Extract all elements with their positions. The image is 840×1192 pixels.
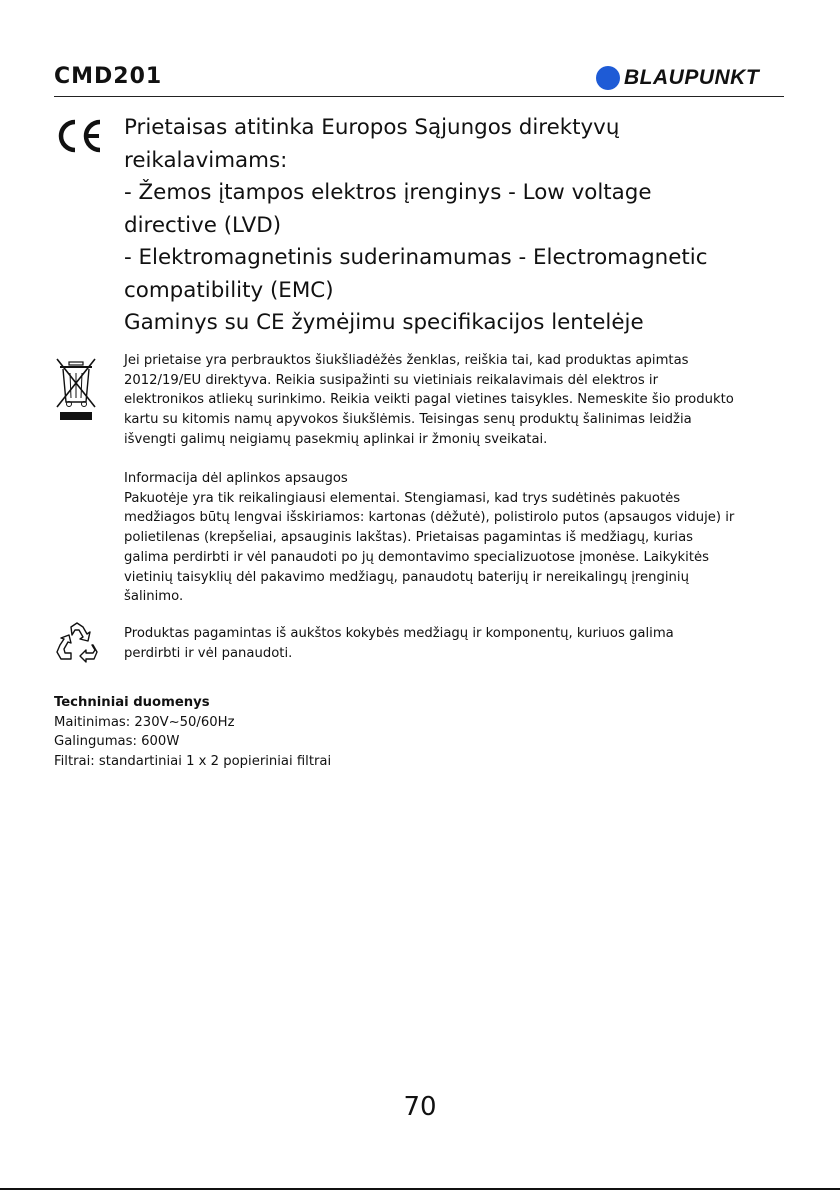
environment-line: polietilenas (krepšeliai, apsauginis lakštas). Prietaisas pagamintas iš medžiagų, kurias (124, 530, 694, 546)
technical-title: Techniniai duomenys (54, 695, 210, 710)
environment-line: galima perdirbti ir vėl panaudoti po jų demontavimo specializuotose įmonėse. Laikykitės (124, 549, 710, 565)
recycle-notice (124, 624, 784, 663)
brand-logo (596, 66, 759, 90)
recycle-line: Produktas pagamintas iš aukštos kokybės medžiagų ir komponentų, kuriuos galima (124, 626, 674, 641)
ce-mark-icon (54, 118, 108, 158)
technical-data (54, 693, 754, 772)
ce-line: - Žemos įtampos elektros įrenginys - Low voltage (124, 180, 652, 205)
ce-line: compatibility (EMC) (124, 277, 334, 303)
weee-notice (124, 351, 784, 450)
bottom-divider (0, 1188, 840, 1190)
brand-dot-icon (596, 66, 620, 90)
technical-line: Galingumas: 600W (54, 734, 180, 750)
environment-heading: Informacija dėl aplinkos apsaugos (124, 471, 348, 486)
environment-line: Pakuotėje yra tik reikalingiausi elementai. Stengiamasi, kad trys sudėtinės pakuotės (124, 490, 681, 506)
page-number: 70 (403, 1092, 437, 1122)
environment-line: šalinimo. (124, 589, 184, 605)
ce-declaration (124, 112, 784, 340)
environment-line: vietinių taisyklių dėl pakavimo medžiagų, panaudotų baterijų ir nereikalingų įrenginių (124, 569, 689, 585)
weee-line: elektronikos atliekų surinkimo. Reikia veikti pagal vietines taisykles. Nemeskite šio produkto (124, 392, 734, 408)
weee-line: kartu su kitomis namų apyvokos šiukšlėmis. Teisingas senų produktų šalinimas leidžia (124, 412, 692, 428)
weee-line: Jei prietaise yra perbrauktos šiukšliadėžės ženklas, reiškia tai, kad produktas apimtas (124, 353, 689, 368)
header-divider (54, 96, 784, 97)
crossed-bin-icon (54, 356, 98, 426)
environment-line: medžiagos būtų lengvai išskiriamos: kartonas (dėžutė), polistirolo putos (apsaugos viduje) ir (124, 510, 735, 526)
weee-line: išvengti galimų neigiamų pasekmių aplinkai ir žmonių sveikatai. (124, 431, 548, 447)
environment-info (124, 469, 784, 607)
recycle-icon (54, 621, 100, 671)
model-name: CMD201 (54, 64, 163, 89)
brand-name: BLAUPUNKT (624, 66, 760, 89)
recycle-line: perdirbti ir vėl panaudoti. (124, 645, 293, 661)
technical-line: Maitinimas: 230V~50/60Hz (54, 714, 235, 730)
ce-line: reikalavimams: (124, 147, 288, 173)
ce-line: Prietaisas atitinka Europos Sąjungos direktyvų (124, 115, 620, 140)
weee-line: 2012/19/EU direktyva. Reikia susipažinti su vietiniais reikalavimais dėl elektros ir (124, 372, 658, 388)
ce-line: Gaminys su CE žymėjimu specifikacijos lentelėje (124, 310, 644, 335)
technical-line: Filtrai: standartiniai 1 x 2 popieriniai filtrai (54, 754, 332, 770)
ce-line: - Elektromagnetinis suderinamumas - Electromagnetic (124, 245, 708, 270)
ce-line: directive (LVD) (124, 212, 282, 238)
